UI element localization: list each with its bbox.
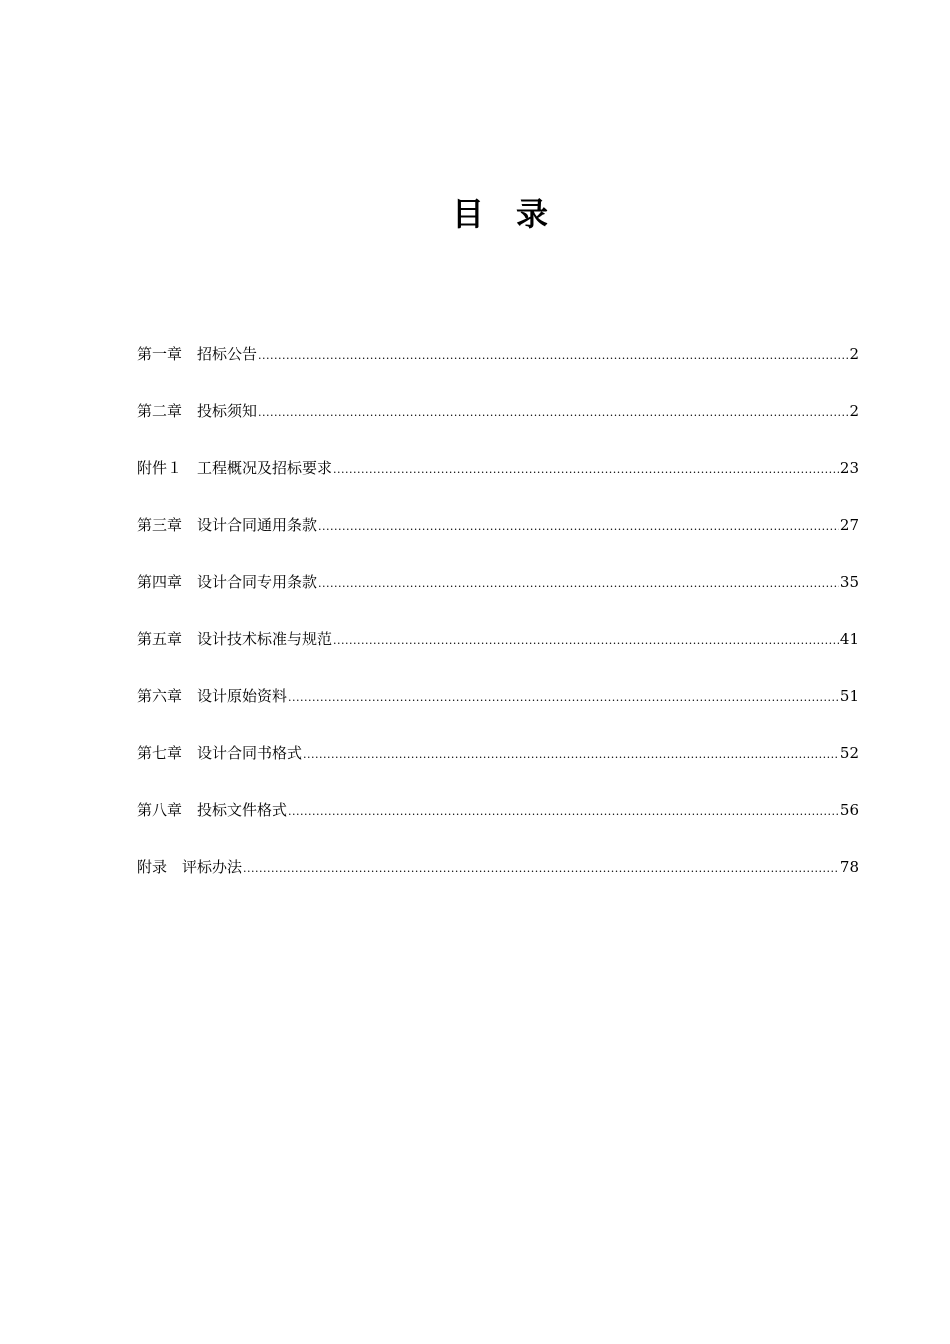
toc-entry[interactable] — [137, 399, 859, 456]
toc-entry[interactable] — [137, 570, 859, 627]
toc-list — [137, 342, 859, 912]
toc-entry-label: 第六章 设计原始资料 — [137, 687, 288, 705]
toc-entry-page: 52 — [839, 744, 859, 762]
toc-entry-page: 35 — [839, 573, 859, 591]
toc-entry-label: 附录 评标办法 — [137, 858, 243, 876]
toc-entry-label: 第七章 设计合同书格式 — [137, 744, 303, 762]
toc-entry[interactable] — [137, 513, 859, 570]
toc-entry[interactable] — [137, 684, 859, 741]
toc-entry-label: 第四章 设计合同专用条款 — [137, 573, 318, 591]
dot-leader — [303, 743, 839, 767]
toc-entry-page: 2 — [849, 402, 859, 420]
toc-entry[interactable] — [137, 741, 859, 798]
toc-title: 目 录 — [451, 195, 548, 233]
toc-entry[interactable] — [137, 456, 859, 513]
toc-entry-label: 第三章 设计合同通用条款 — [137, 516, 318, 534]
toc-entry-label: 第二章 投标须知 — [137, 402, 258, 420]
dot-leader — [333, 458, 839, 482]
toc-entry-page: 2 — [849, 345, 859, 363]
toc-entry-page: 23 — [839, 459, 859, 477]
dot-leader — [258, 401, 848, 425]
toc-entry[interactable] — [137, 798, 859, 855]
toc-entry-label: 第八章 投标文件格式 — [137, 801, 288, 819]
toc-entry-page: 78 — [839, 858, 859, 876]
toc-entry-page: 56 — [839, 801, 859, 819]
dot-leader — [288, 800, 839, 824]
toc-entry[interactable] — [137, 627, 859, 684]
toc-entry-page: 27 — [839, 516, 859, 534]
toc-entry-label: 附件１ 工程概况及招标要求 — [137, 459, 333, 477]
dot-leader — [318, 515, 839, 539]
dot-leader — [318, 572, 839, 596]
dot-leader — [258, 344, 848, 368]
dot-leader — [243, 857, 839, 881]
dot-leader — [288, 686, 839, 710]
toc-entry-label: 第一章 招标公告 — [137, 345, 258, 363]
toc-entry[interactable] — [137, 342, 859, 399]
toc-entry-page: 51 — [839, 687, 859, 705]
toc-entry[interactable] — [137, 855, 859, 912]
toc-entry-label: 第五章 设计技术标准与规范 — [137, 630, 333, 648]
dot-leader — [333, 629, 839, 653]
toc-entry-page: 41 — [839, 630, 859, 648]
